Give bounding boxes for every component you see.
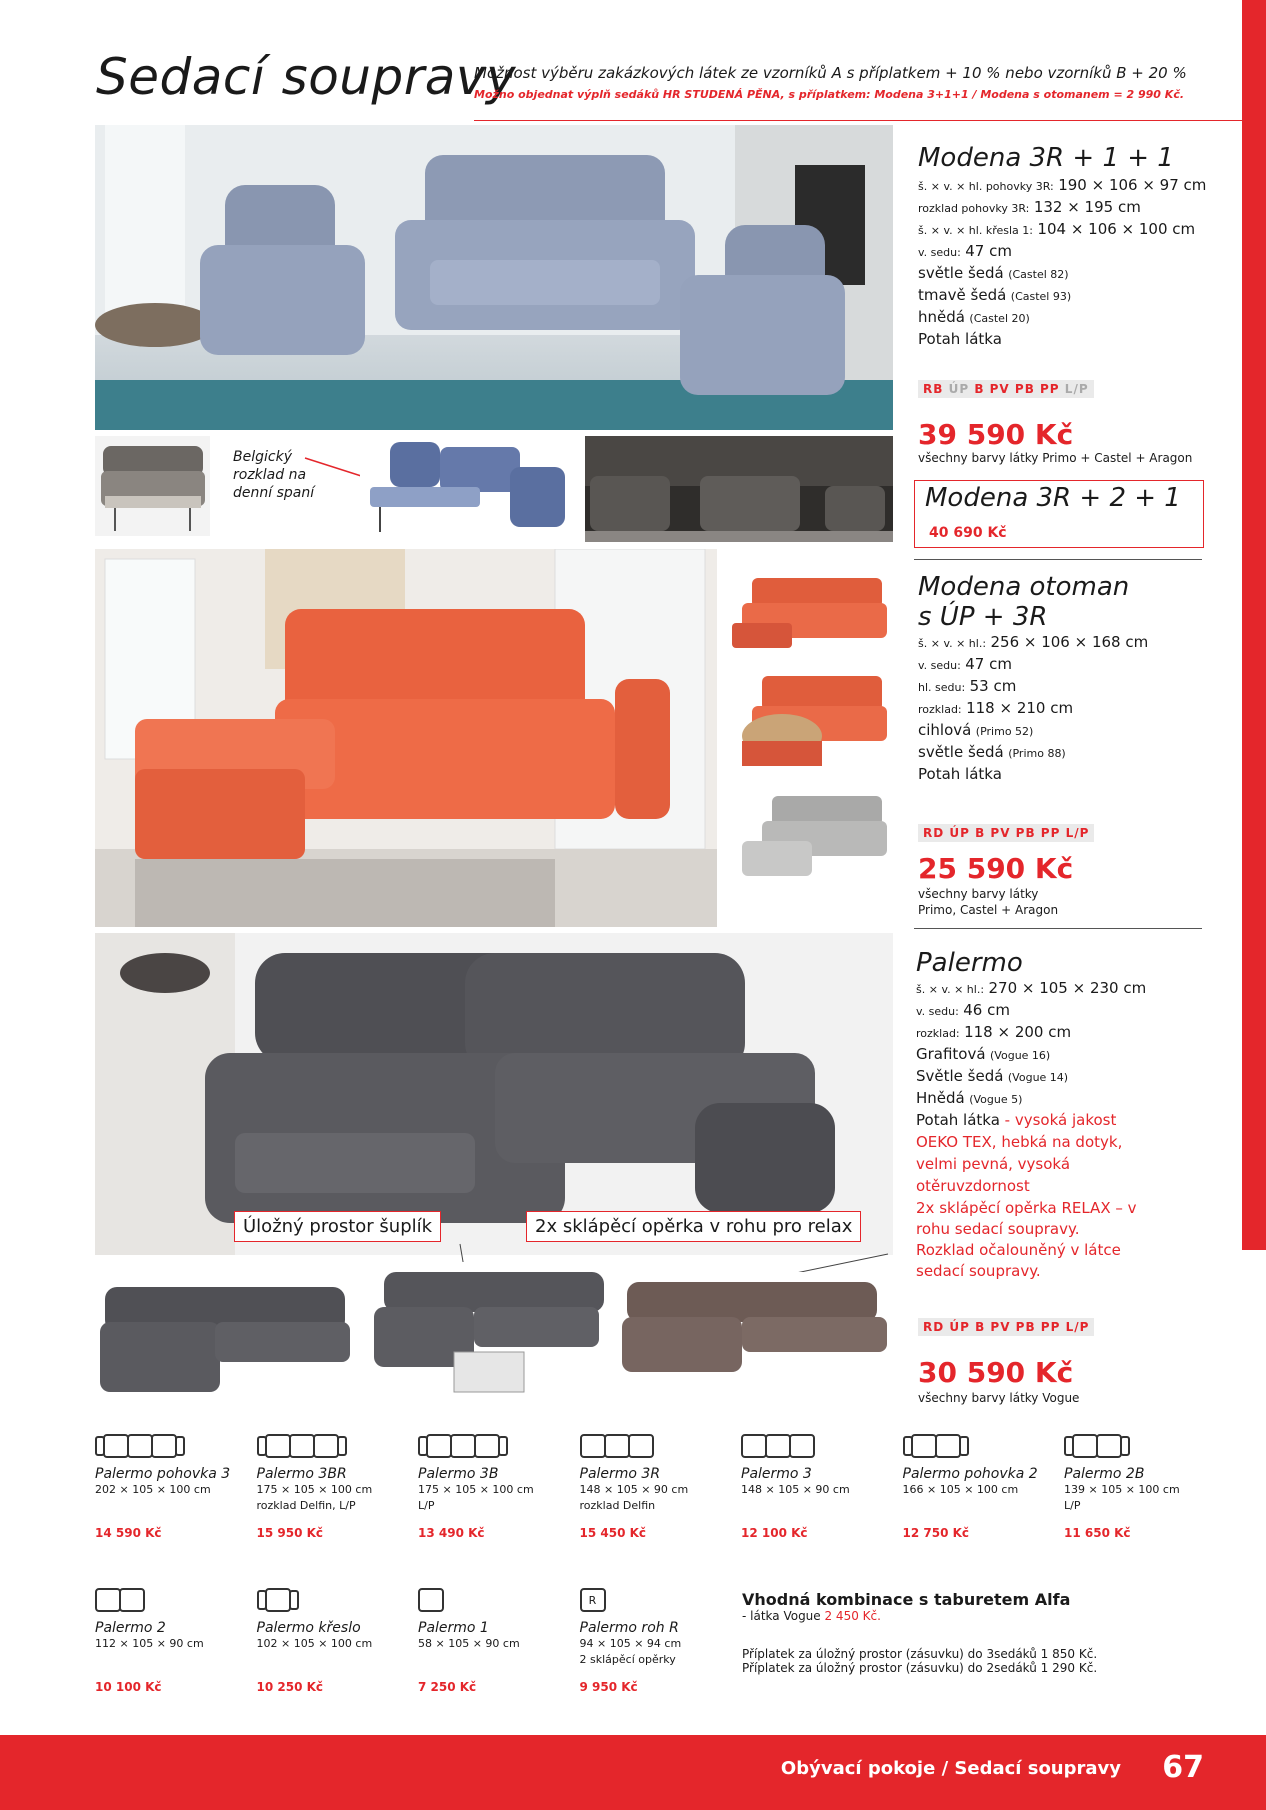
color-name: Grafitová [916,1045,986,1063]
module-price: 12 100 Kč [741,1526,808,1540]
upholstery-note: Rozklad očalouněný v látce sedací soupravy. [916,1241,1121,1280]
palermo-photo [95,933,893,1255]
otoman-title-line2: s ÚP + 3R [918,602,1048,632]
cover-type: Potah látka [918,765,1002,783]
seat-layout-icon [1064,1434,1214,1458]
filling-note: Možno objednat výplň sedáků HR STUDENÁ PĚNA, s příplatkem: Modena 3+1+1 / Modena s otomanem = 2 990 Kč. [474,88,1185,101]
module-dimensions: 112 × 105 × 90 cm [95,1637,204,1650]
alfa-price: 2 450 Kč. [824,1609,881,1623]
module-name: Palermo 3B [418,1466,499,1482]
otoman-price: 25 590 Kč [918,852,1074,885]
sofa-bed-photo [95,436,210,536]
seat-layout-icon: R [580,1588,730,1612]
module-dimensions: 202 × 105 × 100 cm [95,1483,211,1496]
module-name: Palermo pohovka 2 [902,1466,1038,1482]
spec-label: rozklad: [918,703,962,716]
modena-specs [918,175,1233,351]
module-card [418,1434,568,1540]
seat-layout-icon [257,1588,407,1612]
modena-alt-price: 40 690 Kč [929,525,1007,541]
spec-value: 118 × 200 cm [964,1023,1072,1041]
spec-value: 132 × 195 cm [1033,198,1141,216]
palermo-specs [916,978,1231,1282]
otoman-title-line1: Modena otoman [918,572,1130,602]
cover-description: - vysoká jakost OEKO TEX, hebká na dotyk, velmi pevná, vysoká otěruvzdornost [916,1111,1123,1195]
module-price: 15 450 Kč [579,1526,647,1540]
otoman-thumb-grey [732,786,892,886]
module-dimensions: 175 × 105 × 100 cm [418,1483,534,1496]
palermo-info [916,948,1231,1282]
color-code: (Castel 93) [1010,290,1072,303]
spec-label: v. sedu: [918,246,961,259]
color-code: (Primo 52) [975,725,1034,738]
module-dimensions: 102 × 105 × 100 cm [256,1637,373,1650]
modena-price: 39 590 Kč [918,418,1074,451]
module-extra [741,1498,891,1514]
seat-layout-icon [903,1434,1053,1458]
module-dimensions: 148 × 105 × 90 cm [579,1483,689,1496]
header-rule [474,120,1242,121]
module-card [95,1588,245,1694]
module-dimensions: 94 × 105 × 94 cm [579,1637,682,1650]
modena-price-note: všechny barvy látky Primo + Castel + Aragon [918,451,1193,465]
cover-type: Potah látka [918,330,1002,348]
spec-label: rozklad pohovky 3R: [918,202,1030,215]
storage-surcharge-2: Příplatek za úložný prostor (zásuvku) do 2sedáků 1 290 Kč. [742,1661,1098,1675]
palermo-price: 30 590 Kč [918,1356,1074,1389]
module-dimensions: 148 × 105 × 90 cm [741,1483,850,1496]
module-card [741,1434,891,1540]
modena-options-badge: RB ÚP B PV PB PP L/P [918,380,1094,398]
color-name: světle šedá [918,264,1004,282]
spec-label: š. × v. × hl.: [916,983,985,996]
modena-alt-box [914,480,1204,548]
storage-surcharge-3: Příplatek za úložný prostor (zásuvku) do 3sedáků 1 850 Kč. [742,1647,1098,1661]
storage-label: Úložný prostor šuplík [234,1211,441,1242]
palermo-options-badge: RD ÚP B PV PB PP L/P [918,1318,1094,1336]
spec-label: rozklad: [916,1027,960,1040]
palermo-title: Palermo [916,948,1023,978]
module-extra: L/P [1064,1499,1081,1512]
module-dimensions: 166 × 105 × 100 cm [902,1483,1019,1496]
spec-label: v. sedu: [916,1005,959,1018]
modena-title: Modena 3R + 1 + 1 [918,143,1174,173]
otoman-thumb-storage [732,666,892,776]
color-name: světle šedá [918,743,1004,761]
blue-set-unfolded-photo [360,432,570,540]
otoman-specs [918,632,1233,786]
spec-value: 53 cm [969,677,1017,695]
spec-value: 270 × 105 × 230 cm [988,979,1147,997]
alfa-info [742,1590,1162,1675]
seat-layout-icon [418,1588,568,1612]
spec-label: š. × v. × hl. pohovky 3R: [918,180,1054,193]
otoman-options-badge: RD ÚP B PV PB PP L/P [918,824,1094,842]
side-accent-bar [1242,0,1266,1250]
spec-label: hl. sedu: [918,681,966,694]
page-number: 67 [1162,1750,1204,1785]
divider [914,928,1202,929]
color-code: (Vogue 14) [1007,1071,1069,1084]
otoman-info [918,572,1233,786]
module-dimensions: 139 × 105 × 100 cm [1064,1483,1180,1496]
module-price: 10 100 Kč [95,1680,162,1694]
spec-label: š. × v. × hl.: [918,637,987,650]
spec-value: 104 × 106 × 100 cm [1037,220,1196,238]
module-name: Palermo 2 [95,1620,166,1636]
divider [914,559,1202,560]
module-name: Palermo 3 [741,1466,812,1482]
alfa-title: Vhodná kombinace s taburetem Alfa [742,1590,1071,1609]
color-code: (Vogue 5) [969,1093,1023,1106]
module-card [418,1588,568,1694]
module-card [903,1434,1053,1540]
module-extra [95,1652,245,1668]
color-code: (Castel 20) [969,312,1030,325]
module-name: Palermo roh R [579,1620,679,1636]
module-extra: 2 sklápěcí opěrky [579,1653,676,1666]
module-name: Palermo pohovka 3 [95,1466,231,1482]
seat-layout-icon [257,1434,407,1458]
module-extra: rozklad Delfin [579,1499,656,1512]
module-price: 7 250 Kč [418,1680,477,1694]
color-name: cihlová [918,721,972,739]
module-card [95,1434,245,1540]
relax-label: 2x sklápěcí opěrka v rohu pro relax [526,1211,861,1242]
module-name: Palermo 3BR [256,1466,347,1482]
module-card [1064,1434,1214,1540]
modena-alt-title: Modena 3R + 2 + 1 [925,483,1181,513]
otoman-price-note-2: Primo, Castel + Aragon [918,903,1059,917]
module-extra [95,1498,245,1514]
alfa-fabric: - látka Vogue [742,1609,825,1623]
color-name: Hnědá [916,1089,965,1107]
spec-value: 47 cm [965,242,1012,260]
cover-type: Potah látka [916,1111,1000,1129]
seat-layout-icon [741,1434,891,1458]
module-price: 9 950 Kč [579,1680,638,1694]
module-name: Palermo 1 [418,1620,489,1636]
module-dimensions: 58 × 105 × 90 cm [418,1637,520,1650]
module-dimensions: 175 × 105 × 100 cm [256,1483,373,1496]
fabric-note: Možnost výběru zakázkových látek ze vzorníků A s příplatkem + 10 % nebo vzorníků B + 20 % [474,64,1187,82]
dark-set-photo [585,436,893,542]
module-price: 14 590 Kč [95,1526,162,1540]
spec-value: 47 cm [965,655,1012,673]
module-extra [418,1652,568,1668]
palermo-thumb-drawer [364,1262,610,1402]
palermo-price-note: všechny barvy látky Vogue [918,1391,1080,1405]
module-extra: L/P [418,1499,435,1512]
color-code: (Primo 88) [1008,747,1066,760]
color-name: tmavě šedá [918,286,1007,304]
palermo-thumb-brown [617,1272,893,1382]
module-card [257,1588,407,1694]
module-price: 12 750 Kč [902,1526,970,1540]
spec-value: 190 × 106 × 97 cm [1058,176,1207,194]
color-name: hnědá [918,308,965,326]
module-price: 15 950 Kč [256,1526,324,1540]
relax-note: 2x sklápěcí opěrka RELAX – v rohu sedací soupravy. [916,1199,1137,1238]
otoman-price-note-1: všechny barvy látky [918,887,1039,901]
module-extra [903,1498,1053,1514]
otoman-photo [95,549,717,927]
seat-layout-icon [95,1434,245,1458]
spec-label: v. sedu: [918,659,961,672]
module-card [580,1434,730,1540]
module-card [257,1434,407,1540]
spec-label: š. × v. × hl. křesla 1: [918,224,1033,237]
color-name: Světle šedá [916,1067,1004,1085]
module-price: 11 650 Kč [1064,1526,1131,1540]
seat-layout-icon [418,1434,568,1458]
color-code: (Castel 82) [1008,268,1069,281]
module-price: 13 490 Kč [418,1526,485,1540]
module-name: Palermo 3R [579,1466,661,1482]
page-title: Sedací soupravy [96,48,517,106]
spec-value: 256 × 106 × 168 cm [990,633,1149,651]
spec-value: 118 × 210 cm [966,699,1074,717]
seat-layout-icon [580,1434,730,1458]
otoman-thumb-1 [732,568,892,653]
belgian-fold-callout: Belgický rozklad na denní spaní [233,449,315,501]
color-code: (Vogue 16) [990,1049,1051,1062]
modena-info [918,143,1233,351]
module-extra [257,1652,407,1668]
spec-value: 46 cm [963,1001,1010,1019]
module-extra: rozklad Delfin, L/P [256,1499,356,1512]
seat-layout-icon [95,1588,245,1612]
module-name: Palermo křeslo [256,1620,361,1636]
palermo-thumb-1 [95,1272,357,1402]
module-name: Palermo 2B [1064,1466,1145,1482]
module-card [580,1588,730,1694]
module-price: 10 250 Kč [256,1680,324,1694]
modena-photo [95,125,893,430]
section-label: Obývací pokoje / Sedací soupravy [780,1758,1121,1779]
